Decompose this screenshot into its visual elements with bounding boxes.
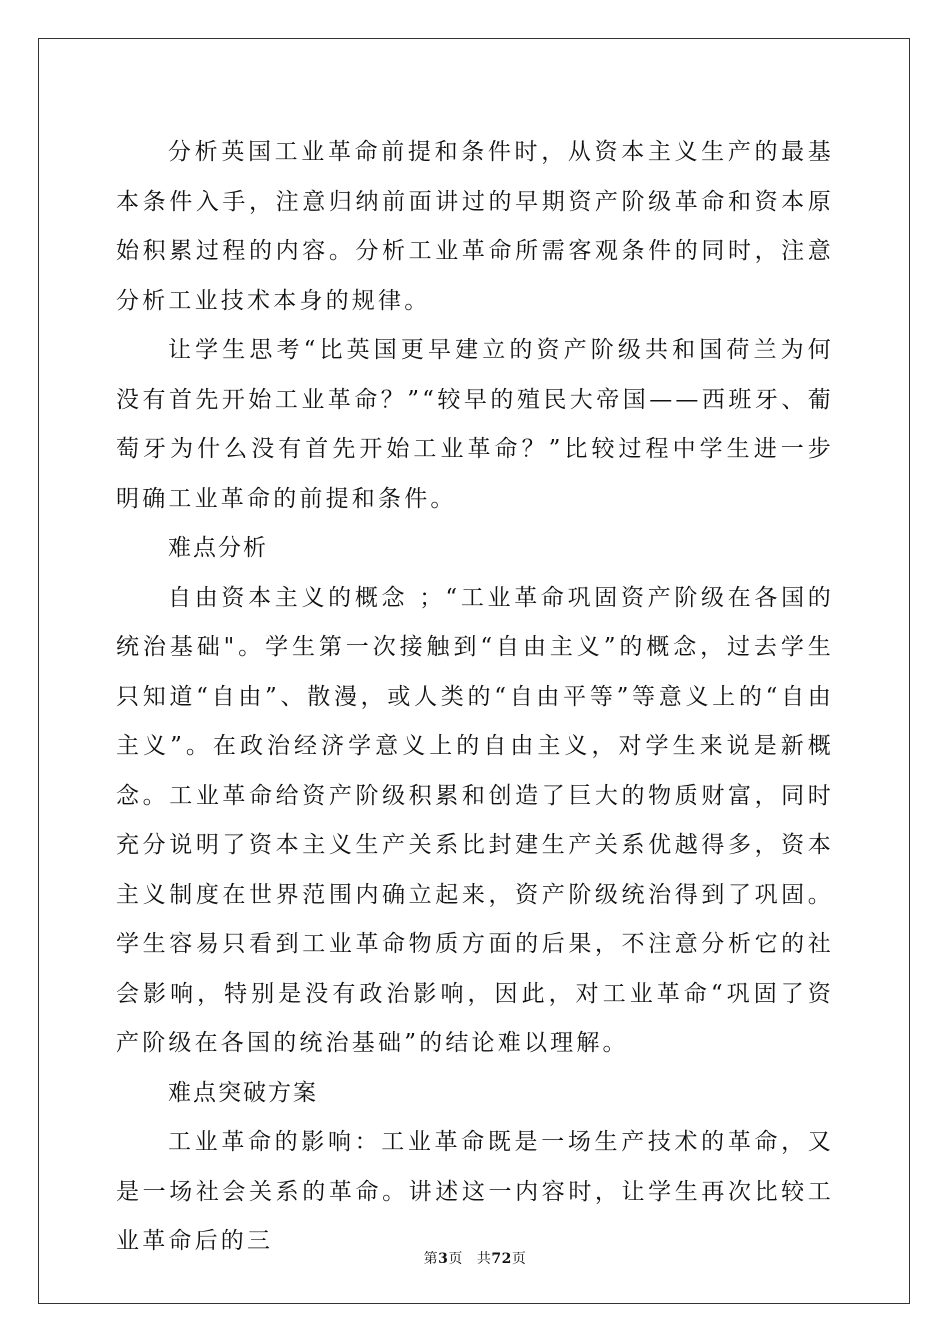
paragraph-4: 工业革命的影响：工业革命既是一场生产技术的革命，又是一场社会关系的革命。讲述这一内容时，让学生再次比较工业革命后的三: [116, 1129, 834, 1254]
section-heading-breakthrough-plan: 难点突破方案: [168, 1079, 318, 1106]
section-heading-difficulty-analysis: 难点分析: [168, 535, 268, 561]
paragraph-3: 自由资本主义的概念 ；“工业革命巩固资产阶级在各国的统治基础"。学生第一次接触到“自由主义”的概念，过去学生只知道“自由”、散漫，或人类的“自由平等”等意义上的“自由主义”。在政治经济学意义上的自由主义，对学生来说是新概念。工业革命给资产阶级积累和创造了巨大的物质财富，同时充分说明了资本主义生产关系比封建生产关系优越得多，资本主义制度在世界范围内确立起来，资产阶级统治得到了巩固。学生容易只看到工业革命物质方面的后果，不注意分析它的社会影响，特别是没有政治影响，因此，对工业革命“巩固了资产阶级在各国的统治基础”的结论难以理解。: [116, 584, 834, 1056]
page-footer: [0, 1248, 950, 1268]
page-prefix: 第: [423, 1251, 439, 1267]
page-number: 3: [438, 1251, 449, 1267]
total-pages: 72: [491, 1251, 512, 1267]
total-prefix: 共: [476, 1251, 492, 1267]
total-suffix: 页: [511, 1251, 527, 1267]
paragraph-1: 分析英国工业革命前提和条件时，从资本主义生产的最基本条件入手，注意归纳前面讲过的早期资产阶级革命和资本原始积累过程的内容。分析工业革命所需客观条件的同时，注意分析工业技术本身的规律。: [116, 139, 834, 314]
document-body: [116, 128, 834, 1267]
page-suffix: 页: [448, 1251, 463, 1267]
paragraph-2: 让学生思考“比英国更早建立的资产阶级共和国荷兰为何没有首先开始工业革命？”“较早的殖民大帝国——西班牙、葡萄牙为什么没有首先开始工业革命？”比较过程中学生进一步明确工业革命的前提和条件。: [116, 337, 834, 512]
